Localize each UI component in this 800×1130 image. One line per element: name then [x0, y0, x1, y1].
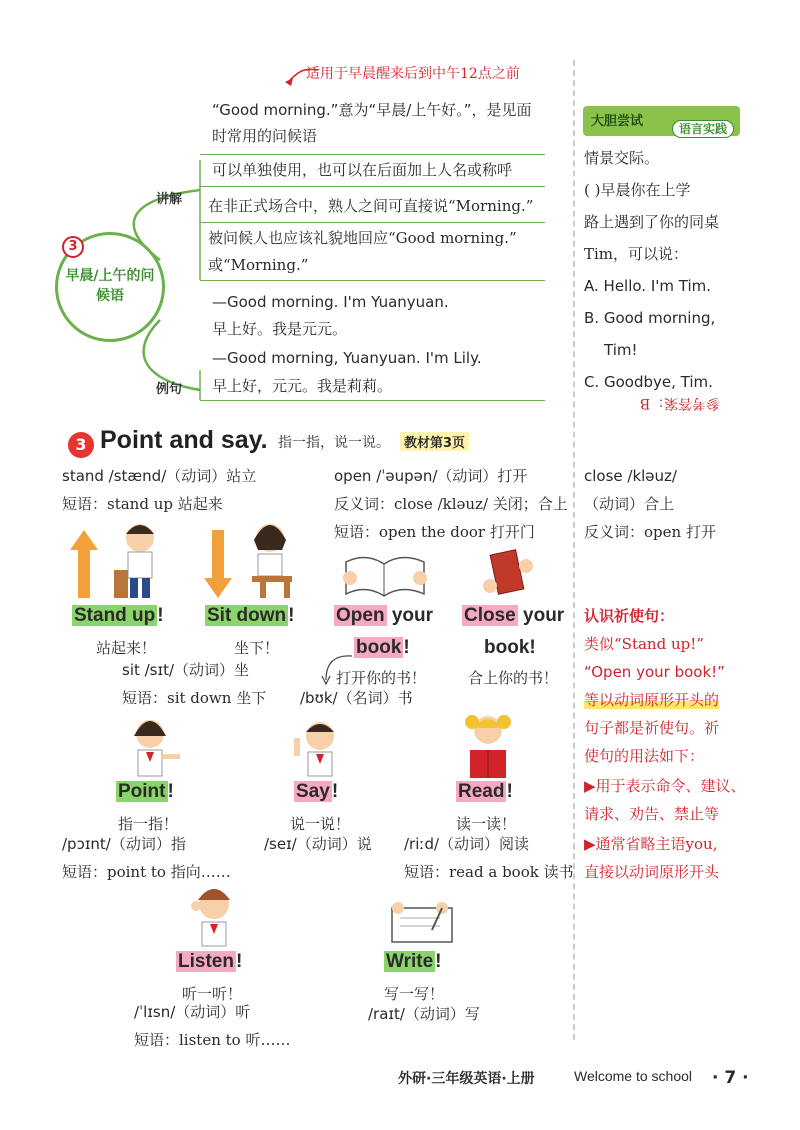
- write-picture: [388, 900, 458, 948]
- grammar-line: 请求、劝告、禁止等: [584, 805, 720, 823]
- section-number: 3: [68, 432, 94, 458]
- topic-number: 3: [62, 236, 84, 258]
- explain-line: 或“Morning.”: [208, 256, 309, 274]
- label-read: Read !: [458, 781, 513, 802]
- vocab-read-phrase: 短语：read a book 读书: [404, 863, 574, 881]
- label-say: Say !: [296, 781, 339, 802]
- vocab-say: /seɪ/（动词）说: [264, 835, 372, 853]
- note-top: 适用于早晨醒来后到中午12点之前: [306, 66, 520, 82]
- topic-title: 早晨/上午的问候语: [65, 268, 155, 304]
- cn-write: 写一写！: [384, 985, 445, 1003]
- cn-listen: 听一听！: [182, 985, 243, 1003]
- cn-read: 读一读！: [456, 815, 517, 833]
- cn-open-book: 打开你的书！: [336, 669, 427, 687]
- cn-stand-up: 站起来！: [96, 639, 157, 657]
- vocab-listen: /ˈlɪsn/（动词）听: [134, 1003, 251, 1021]
- vocab-stand-phrase: 短语：stand up 站起来: [62, 495, 223, 513]
- vocab-sit: sit /sɪt/（动词）坐: [122, 661, 250, 679]
- grammar-line: 等以动词原形开头的: [584, 691, 720, 709]
- branch-example-tag: 例句: [156, 382, 183, 397]
- sit-down-picture: [200, 520, 310, 600]
- option-a: A. Hello. I'm Tim.: [584, 277, 712, 295]
- footer-unit: Welcome to school: [574, 1068, 693, 1084]
- vocab-write: /raɪt/（动词）写: [368, 1005, 480, 1023]
- mindmap-line: 时常用的问候语: [212, 127, 318, 145]
- vocab-close-pos: （动词）合上: [584, 495, 675, 513]
- grammar-line: ▶通常省略主语you,: [584, 835, 718, 853]
- stand-up-picture: [66, 520, 176, 600]
- label-write: Write !: [386, 951, 442, 972]
- section-subtitle: 指一指，说一说。: [278, 435, 390, 451]
- read-picture: [456, 712, 520, 782]
- section-title: Point and say.: [100, 426, 268, 454]
- branch-explain-tag: 讲解: [156, 192, 183, 207]
- vocab-open-phrase: 短语：open the door 打开门: [334, 523, 535, 541]
- mindmap-line: “Good morning.”意为“早晨/上午好。”，是见面: [212, 101, 532, 119]
- explain-line: 在非正式场合中，熟人之间可直接说“Morning.”: [208, 197, 534, 215]
- vocab-sit-phrase: 短语：sit down 坐下: [122, 689, 267, 707]
- listen-picture: [182, 884, 246, 950]
- textbook-page-tag: 教材第3页: [400, 432, 469, 451]
- label-stand-up: Stand up !: [74, 605, 164, 626]
- say-picture: [288, 716, 352, 780]
- option-c: C. Goodbye, Tim.: [584, 373, 713, 391]
- cn-close-book: 合上你的书！: [468, 669, 559, 687]
- example-cn: 早上好。我是元元。: [212, 320, 348, 338]
- vocab-open-antonym: 反义词：close /kləuz/ 关闭；合上: [334, 495, 568, 513]
- side-line: ( )早晨你在上学: [584, 181, 691, 199]
- label-close-book: book!: [484, 637, 536, 658]
- column-divider: [573, 60, 575, 1040]
- option-b-cont: Tim!: [604, 341, 638, 359]
- page-number: · 7 ·: [712, 1068, 749, 1088]
- grammar-line: “Open your book!”: [584, 663, 725, 681]
- vocab-stand: stand /stænd/（动词）站立: [62, 467, 257, 485]
- bullet-icon: ▶: [584, 835, 596, 853]
- label-open-book: book !: [356, 637, 410, 658]
- option-b: B. Good morning,: [584, 309, 716, 327]
- side-line: 情景交际。: [584, 149, 660, 167]
- example-cn: 早上好，元元。我是莉莉。: [212, 377, 393, 395]
- footer-book-title: 外研·三年级英语·上册: [398, 1071, 535, 1087]
- cn-point: 指一指！: [118, 815, 179, 833]
- grammar-line: ▶用于表示命令、建议、: [584, 777, 746, 795]
- vocab-read: /riːd/（动词）阅读: [404, 835, 530, 853]
- vocab-point-phrase: 短语：point to 指向……: [62, 863, 231, 881]
- label-sit-down: Sit down !: [207, 605, 295, 626]
- explain-line: 可以单独使用，也可以在后面加上人名或称呼: [212, 161, 513, 179]
- vocab-close-antonym: 反义词：open 打开: [584, 523, 716, 541]
- answer-upside-down: 参考答案：B: [640, 395, 721, 411]
- vocab-listen-phrase: 短语：listen to 听……: [134, 1031, 291, 1049]
- point-picture: [118, 716, 182, 780]
- explain-line: 被问候人也应该礼貌地回应“Good morning.”: [208, 229, 517, 247]
- label-point: Point !: [118, 781, 174, 802]
- cn-say: 说一说！: [290, 815, 351, 833]
- label-listen: Listen !: [178, 951, 243, 972]
- vocab-open: open /ˈəupən/（动词）打开: [334, 467, 528, 485]
- vocab-point: /pɔɪnt/（动词）指: [62, 835, 186, 853]
- grammar-line: 句子都是祈使句。祈: [584, 719, 720, 737]
- label-close-your: Close your: [464, 605, 565, 626]
- example-en: —Good morning. I'm Yuanyuan.: [212, 293, 449, 311]
- bullet-icon: ▶: [584, 777, 596, 795]
- example-en: —Good morning, Yuanyuan. I'm Lily.: [212, 349, 482, 367]
- vocab-close: close /kləuz/: [584, 467, 677, 485]
- close-book-picture: [480, 546, 540, 602]
- open-book-picture: [340, 548, 430, 600]
- cn-sit-down: 坐下！: [234, 639, 280, 657]
- side-header: 大胆尝试 语言实践: [583, 106, 740, 136]
- grammar-line: 类似“Stand up!”: [584, 635, 704, 653]
- label-open-your: Open your: [336, 605, 434, 626]
- grammar-line: 使句的用法如下：: [584, 747, 705, 765]
- grammar-title: 认识祈使句：: [584, 607, 675, 625]
- grammar-line: 直接以动词原形开头: [584, 863, 720, 881]
- side-line: 路上遇到了你的同桌: [584, 213, 720, 231]
- side-line: Tim，可以说：: [584, 245, 689, 263]
- vocab-book: /bʊk/（名词）书: [300, 689, 413, 707]
